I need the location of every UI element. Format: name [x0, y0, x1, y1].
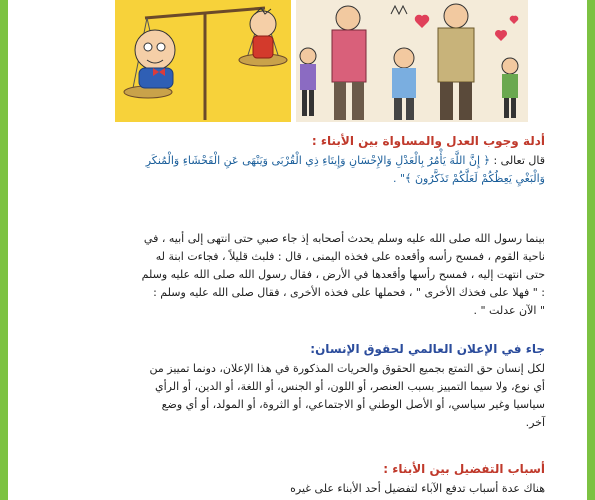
declaration-line: لكل إنسان حق التمتع بجميع الحقوق والحريات المذكورة في هذا الإعلان، دونما تمييز من	[149, 362, 545, 375]
evidence-section	[100, 134, 545, 148]
hadith-line: " الآن عدلت " .	[473, 304, 545, 317]
verse-intro: قال تعالى :	[493, 154, 545, 167]
declaration-line: آخر.	[525, 416, 545, 429]
reasons-line: هناك عدة أسباب تدفع الآباء لتفضيل أحد الأبناء على غيره	[290, 482, 545, 495]
balance-scale-illustration	[115, 0, 291, 122]
declaration-section	[100, 342, 545, 356]
verse-block	[100, 152, 545, 188]
reasons-section	[100, 462, 545, 476]
hadith-block	[100, 230, 545, 320]
verse-text-1: ﴿ إِنَّ اللَّهَ يَأْمُرُ بِالْعَدْلِ وَالإِحْسَانِ وَإِيتَاءِ ذِي الْقُرْبَى وَيَنْهَى عَنِ الْفَحْشَاءِ وَالْمُنكَرِ	[145, 154, 490, 167]
hadith-line: حتى انتهت إليه ، فمسح رأسها وأقعدها في الأرض ، فقال رسول الله صلى الله عليه وسلم	[141, 268, 545, 281]
hadith-line: : " فهلا على فخذك الأخرى " ، فحملها على فخذه الأخرى ، فقال صلى الله عليه وسلم :	[153, 286, 545, 299]
reasons-body	[100, 480, 545, 498]
declaration-heading: جاء في الإعلان العالمي لحقوق الإنسان:	[310, 342, 545, 356]
verse-line-2: وَالْبَغْيِ يَعِظُكُمْ لَعَلَّكُمْ تَذَكَّرُونَ ﴾" .	[392, 172, 545, 185]
hadith-line: بينما رسول الله صلى الله عليه وسلم يحدث أصحابه إذ جاء صبي حتى انتهى إلى أبيه ، في	[143, 232, 545, 245]
family-illustration	[296, 0, 528, 122]
declaration-body	[100, 360, 545, 432]
declaration-line: سياسيا وغير سياسي، أو الأصل الوطني أو الاجتماعي، أو الثروة، أو المولد، أو أي وضع	[161, 398, 545, 411]
reasons-heading: أسباب التفضيل بين الأبناء :	[383, 462, 545, 476]
verse-line-1	[100, 152, 545, 170]
evidence-heading: أدلة وجوب العدل والمساواة بين الأبناء :	[311, 134, 545, 148]
hadith-line: ناحية القوم ، فمسح رأسه وأقعده على فخذه اليمنى ، قال : فلبث قليلاً ، فجاءت ابنة له	[155, 250, 545, 263]
declaration-line: أي نوع، ولا سيما التمييز بسبب العنصر، أو اللون، أو الجنس، أو اللغة، أو الدين، أو الرأي	[154, 380, 545, 393]
